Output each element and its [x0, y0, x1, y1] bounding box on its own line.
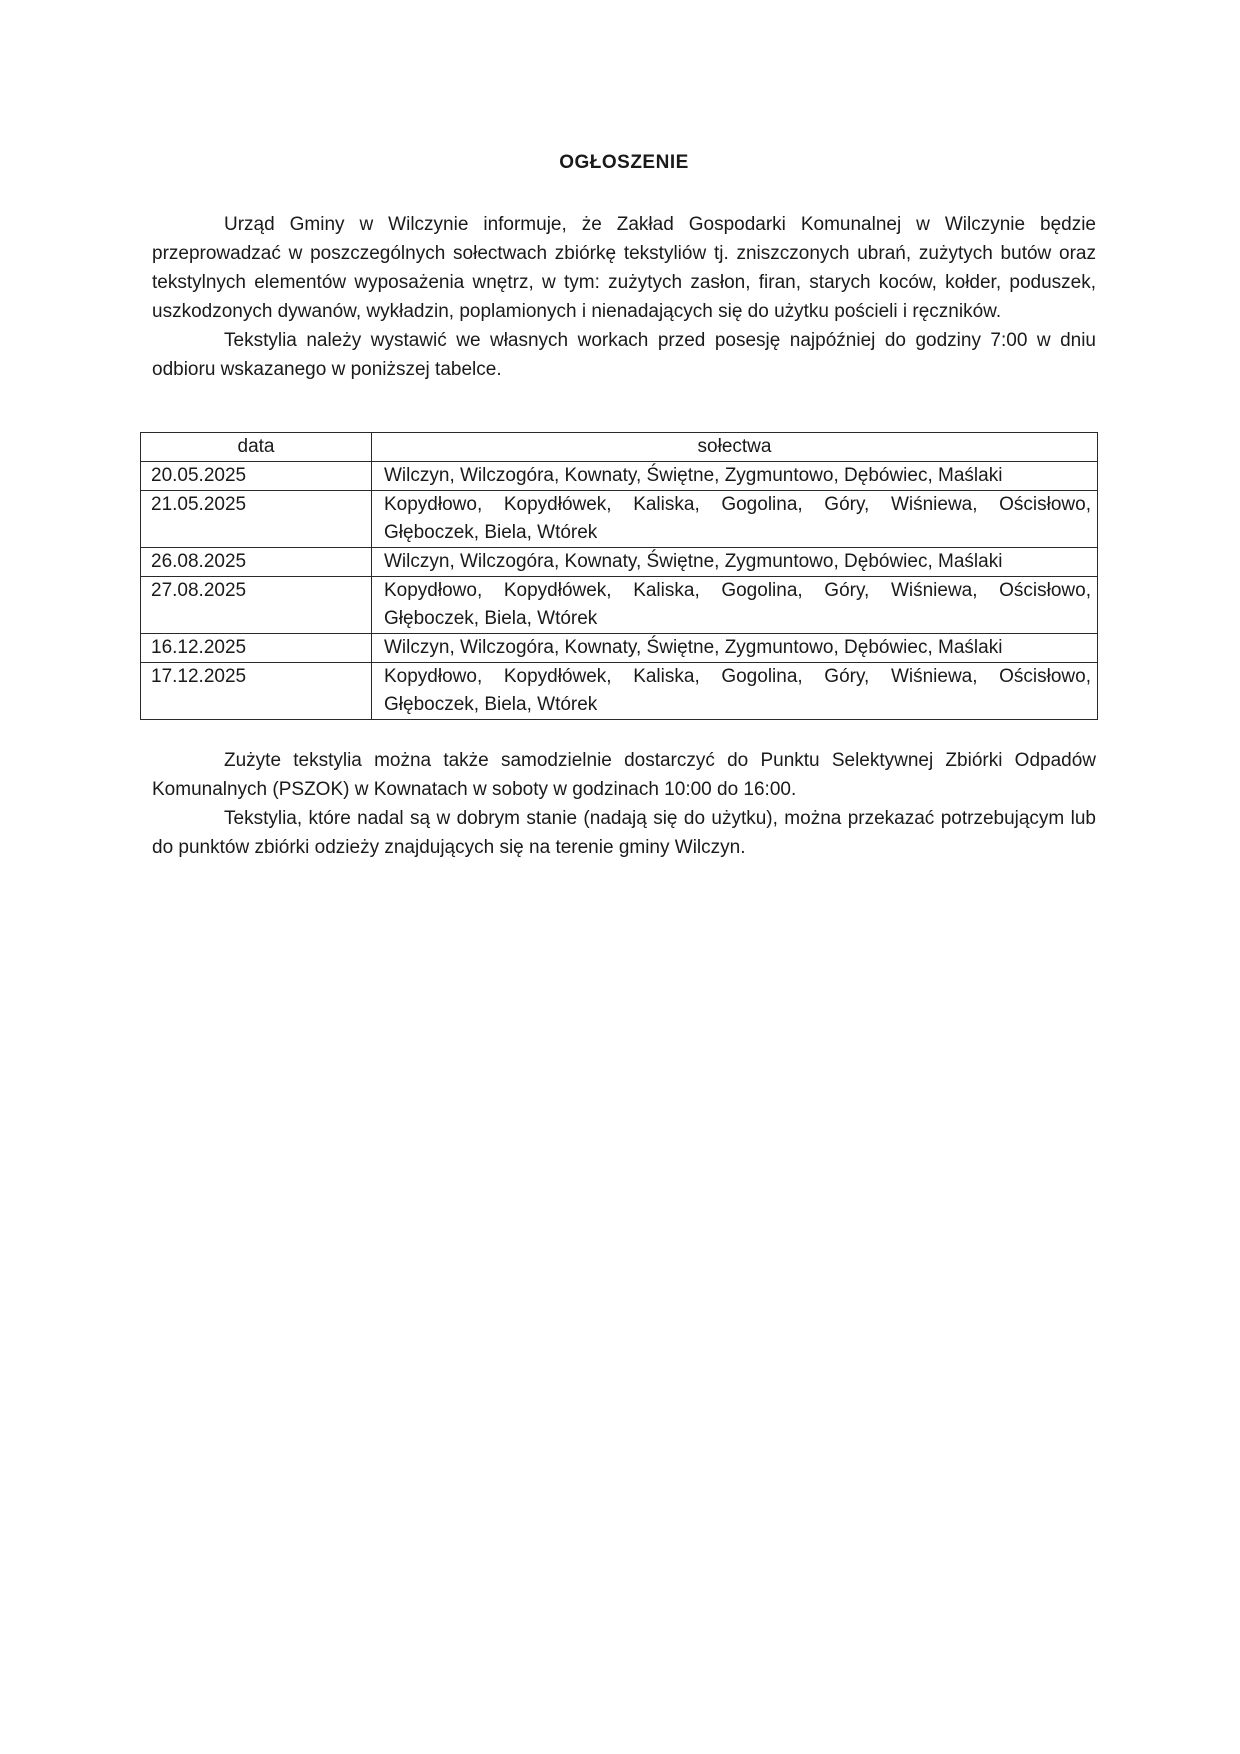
row-villages: Wilczyn, Wilczogóra, Kownaty, Świętne, Zygmuntowo, Dębówiec, Maślaki: [372, 634, 1098, 663]
table-header-row: [141, 433, 1098, 462]
table-row: [141, 577, 1098, 634]
row-date: 16.12.2025: [141, 634, 372, 663]
header-villages: sołectwa: [372, 433, 1098, 462]
row-date: 21.05.2025: [141, 491, 372, 548]
row-villages: Wilczyn, Wilczogóra, Kownaty, Świętne, Zygmuntowo, Dębówiec, Maślaki: [372, 548, 1098, 577]
schedule-table-wrapper: [140, 432, 1098, 720]
table-row: [141, 634, 1098, 663]
header-date: data: [141, 433, 372, 462]
table-row: [141, 491, 1098, 548]
intro-paragraph: Urząd Gminy w Wilczynie informuje, że Zakład Gospodarki Komunalnej w Wilczynie będzie przeprowadzać w poszczególnych sołectwach zbiórkę tekstyliów tj. zniszczonych ubrań, zużytych butów oraz tekstylnych elementów wyposażenia wnętrz, w tym: zużytych zasłon, firan, starych koców, kołder, poduszek, uszkodzonych dywanów, wykładzin, poplamionych i nienadających się do użytku pościeli i ręczników.: [152, 214, 1096, 322]
table-row: [141, 462, 1098, 491]
intro-section: [152, 210, 1096, 384]
row-villages: Kopydłowo, Kopydłówek, Kaliska, Gogolina, Góry, Wiśniewa, Ościsłowo, Głęboczek, Biela, Wtórek: [372, 663, 1098, 720]
row-villages: Kopydłowo, Kopydłówek, Kaliska, Gogolina, Góry, Wiśniewa, Ościsłowo, Głęboczek, Biela, Wtórek: [372, 577, 1098, 634]
row-villages: Kopydłowo, Kopydłówek, Kaliska, Gogolina, Góry, Wiśniewa, Ościsłowo, Głęboczek, Biela, Wtórek: [372, 491, 1098, 548]
row-date: 27.08.2025: [141, 577, 372, 634]
row-date: 20.05.2025: [141, 462, 372, 491]
schedule-table: [140, 432, 1098, 720]
table-row: [141, 663, 1098, 720]
document-title: OGŁOSZENIE: [559, 152, 689, 173]
intro-paragraph: Tekstylia należy wystawić we własnych workach przed posesję najpóźniej do godziny 7:00 w dniu odbioru wskazanego w poniższej tabelce.: [152, 330, 1096, 380]
table-row: [141, 548, 1098, 577]
row-date: 26.08.2025: [141, 548, 372, 577]
row-villages: Wilczyn, Wilczogóra, Kownaty, Świętne, Zygmuntowo, Dębówiec, Maślaki: [372, 462, 1098, 491]
outro-section: [152, 746, 1096, 862]
row-date: 17.12.2025: [141, 663, 372, 720]
outro-paragraph: Tekstylia, które nadal są w dobrym stanie (nadają się do użytku), można przekazać potrzebującym lub do punktów zbiórki odzieży znajdujących się na terenie gminy Wilczyn.: [152, 808, 1096, 858]
outro-paragraph: Zużyte tekstylia można także samodzielnie dostarczyć do Punktu Selektywnej Zbiórki Odpadów Komunalnych (PSZOK) w Kownatach w soboty w godzinach 10:00 do 16:00.: [152, 750, 1096, 800]
